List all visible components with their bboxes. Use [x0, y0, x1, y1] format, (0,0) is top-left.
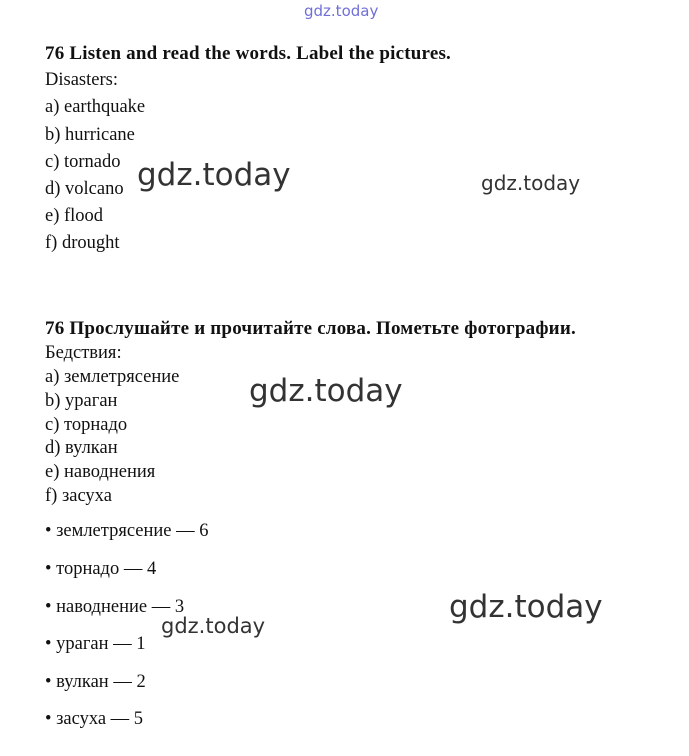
watermark: gdz.today [249, 373, 403, 409]
watermark: gdz.today [481, 171, 581, 195]
watermark: gdz.today [449, 589, 603, 625]
english-exercise-heading: 76 Listen and read the words. Label the pictures. [45, 43, 452, 64]
russian-item: d) вулкан [45, 438, 118, 458]
russian-item: b) ураган [45, 391, 118, 411]
watermark: gdz.today [161, 614, 266, 638]
english-subheading: Disasters: [45, 70, 118, 90]
answer-item: • землетрясение — 6 [45, 521, 209, 541]
answer-item: • наводнение — 3 [45, 597, 185, 617]
english-item: e) flood [45, 206, 104, 226]
answer-item: • торнадо — 4 [45, 559, 157, 579]
answer-item: • засуха — 5 [45, 709, 144, 729]
russian-exercise-heading: 76 Прослушайте и прочитайте слова. Пометьте фотографии. [45, 318, 576, 339]
watermark-top: gdz.today [304, 2, 379, 20]
english-item: b) hurricane [45, 125, 135, 145]
answer-item: • вулкан — 2 [45, 672, 146, 692]
english-item: d) volcano [45, 179, 124, 199]
watermark: gdz.today [137, 157, 291, 193]
english-item: a) earthquake [45, 97, 146, 117]
russian-item: f) засуха [45, 486, 112, 506]
english-item: c) tornado [45, 152, 121, 172]
english-item: f) drought [45, 233, 120, 253]
russian-item: a) землетрясение [45, 367, 180, 387]
russian-item: c) торнадо [45, 415, 128, 435]
answer-item: • ураган — 1 [45, 634, 146, 654]
russian-item: e) наводнения [45, 462, 156, 482]
russian-subheading: Бедствия: [45, 343, 122, 363]
